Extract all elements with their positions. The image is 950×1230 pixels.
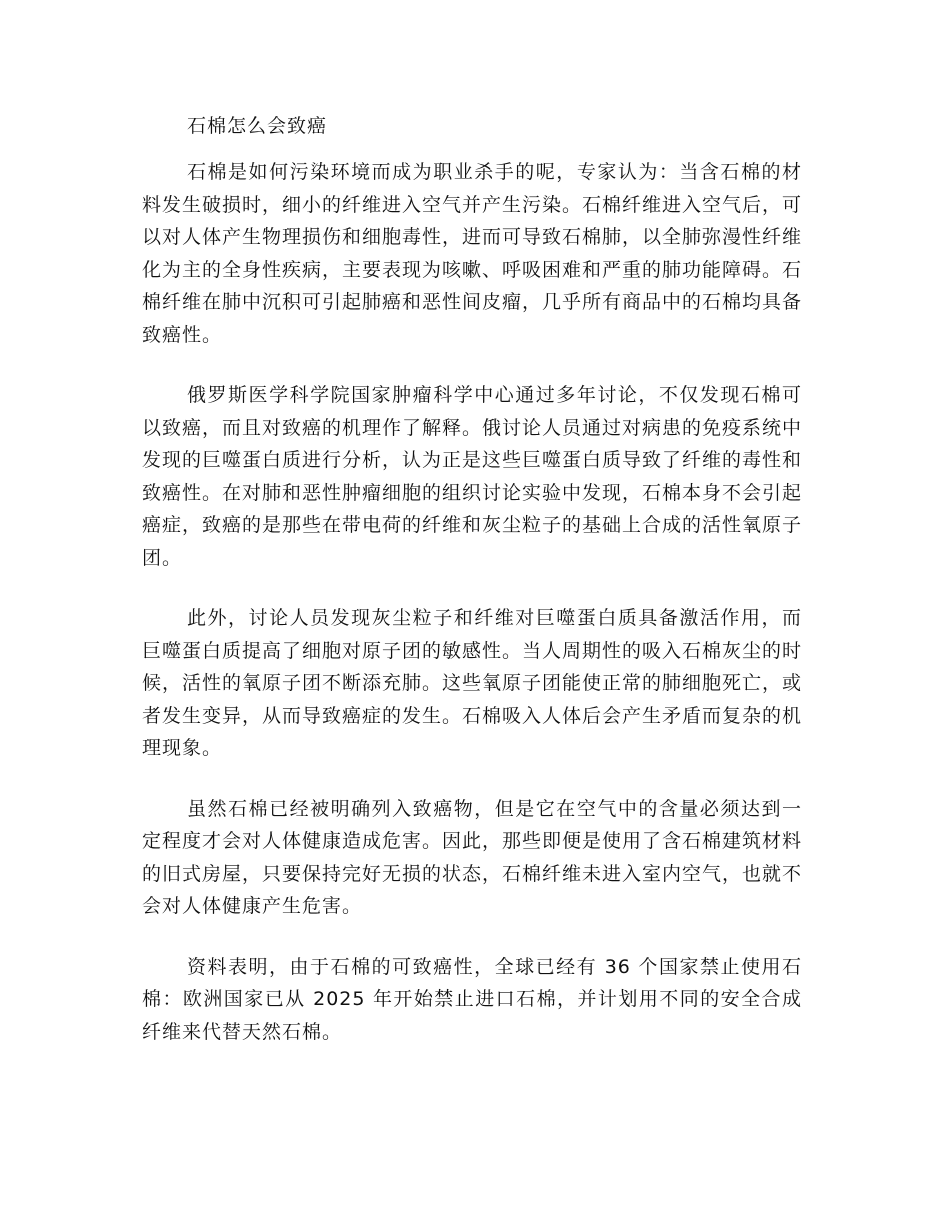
paragraph-3: 此外，讨论人员发现灰尘粒子和纤维对巨噬蛋白质具备激活作用，而巨噬蛋白质提高了细胞对原子团的敏感性。当人周期性的吸入石棉灰尘的时候，活性的氧原子团不断添充肺。这些氧原子团能使正常的肺细胞死亡，或者发生变异，从而导致癌症的发生。石棉吸入人体后会产生矛盾而复杂的机理现象。 <box>142 607 803 759</box>
document-title: 石棉怎么会致癌 <box>187 115 328 137</box>
paragraph-5: 资料表明，由于石棉的可致癌性，全球已经有 36 个国家禁止使用石棉：欧洲国家已从 2025 年开始禁止进口石棉，并计划用不同的安全合成纤维来代替天然石棉。 <box>142 955 802 1043</box>
document-body <box>142 110 802 1048</box>
paragraph-2: 俄罗斯医学科学院国家肿瘤科学中心通过多年讨论，不仅发现石棉可以致癌，而且对致癌的机理作了解释。俄讨论人员通过对病患的免疫系统中发现的巨噬蛋白质进行分析，认为正是这些巨噬蛋白质导致了纤维的毒性和致癌性。在对肺和恶性肿瘤细胞的组织讨论实验中发现，石棉本身不会引起癌症，致癌的是那些在带电荷的纤维和灰尘粒子的基础上合成的活性氧原子团。 <box>142 384 803 569</box>
paragraph-4: 虽然石棉已经被明确列入致癌物，但是它在空气中的含量必须达到一定程度才会对人体健康造成危害。因此，那些即便是使用了含石棉建筑材料的旧式房屋，只要保持完好无损的状态，石棉纤维未进入室内空气，也就不会对人体健康产生危害。 <box>142 797 803 917</box>
paragraph-1: 石棉是如何污染环境而成为职业杀手的呢，专家认为：当含石棉的材料发生破损时，细小的纤维进入空气并产生污染。石棉纤维进入空气后，可以对人体产生物理损伤和细胞毒性，进而可导致石棉肺，以全肺弥漫性纤维化为主的全身性疾病，主要表现为咳嗽、呼吸困难和严重的肺功能障碍。石棉纤维在肺中沉积可引起肺癌和恶性间皮瘤，几乎所有商品中的石棉均具备致癌性。 <box>142 161 803 346</box>
